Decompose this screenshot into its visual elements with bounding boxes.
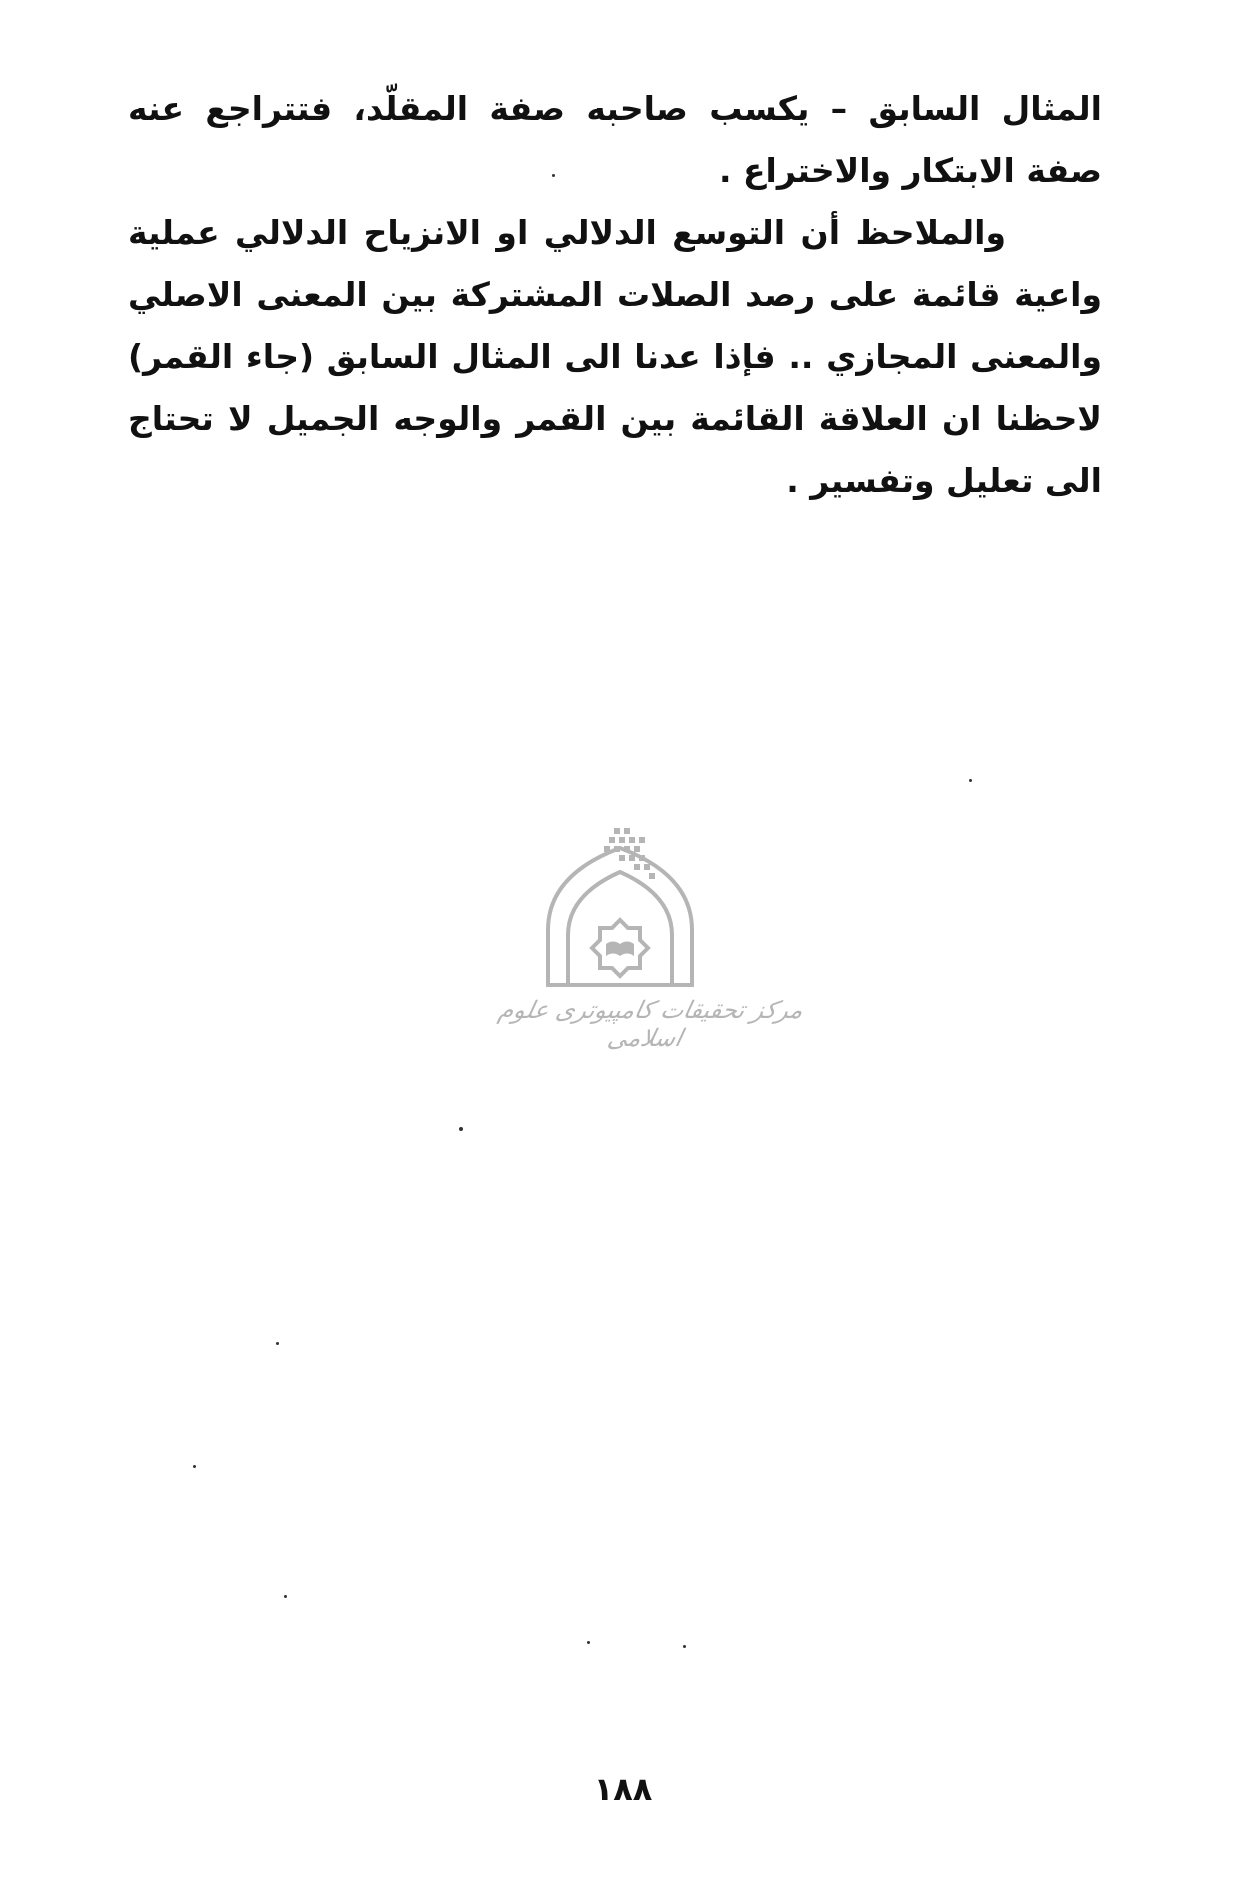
watermark-caption: مرکز تحقیقات کامپیوتری علوم اسلامی [496, 996, 806, 1052]
scan-speck [193, 1465, 196, 1468]
body-text [128, 78, 1102, 512]
scan-speck [276, 1342, 279, 1345]
scan-speck [552, 174, 555, 177]
scan-speck [969, 779, 972, 782]
page-number: ١٨٨ [593, 1770, 653, 1808]
publisher-watermark [488, 820, 808, 1050]
scan-speck [587, 1641, 590, 1644]
scan-speck [284, 1595, 287, 1598]
scan-speck [683, 1645, 686, 1648]
scan-speck [459, 1127, 463, 1131]
paragraph-semantic-expansion: والملاحظ أن التوسع الدلالي او الانزياح الدلالي عملية واعية قائمة على رصد الصلات المشتركة بين المعنى الاصلي والمعنى المجازي .. فإذا عدنا الى المثال السابق (جاء القمر) لاحظنا ان العلاقة القائمة بين القمر والوجه الجميل لا تحتاج الى تعليل وتفسير . [128, 213, 1102, 500]
paragraph-continuation: المثال السابق – يكسب صاحبه صفة المقلّد، فتتراجع عنه صفة الابتكار والاختراع . [128, 89, 1102, 190]
